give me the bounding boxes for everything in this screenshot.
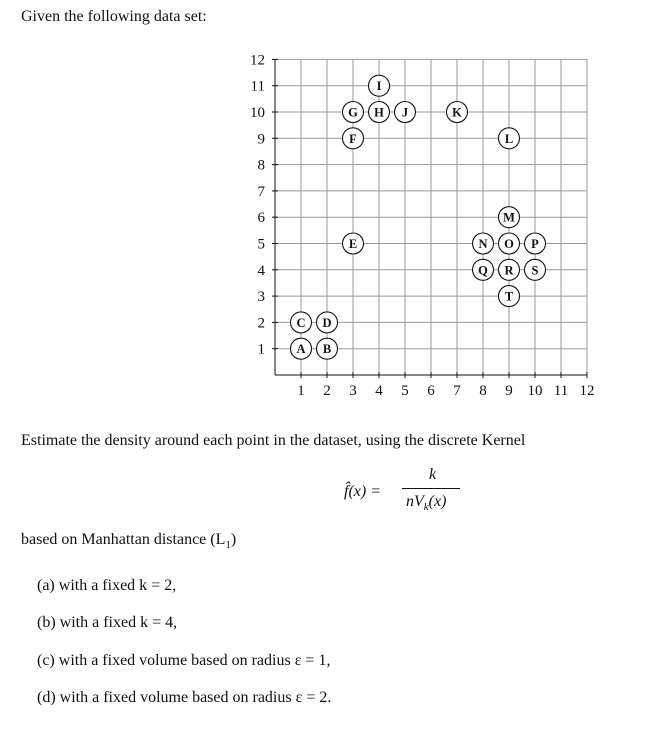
data-point-label: S — [531, 263, 539, 278]
y-tick-label: 6 — [257, 210, 265, 227]
data-point-label: B — [322, 342, 332, 357]
x-tick-label: 3 — [349, 383, 357, 399]
x-tick-label: 11 — [553, 383, 569, 399]
formula-denominator-tail: (x) — [428, 493, 447, 510]
data-point-i — [369, 75, 390, 96]
data-point-label: Q — [478, 263, 488, 278]
formula-lhs: f̂(x) = — [344, 483, 381, 500]
x-tick-label: 9 — [505, 383, 513, 399]
data-point-label: K — [452, 105, 462, 120]
y-tick-label: 5 — [257, 236, 265, 253]
intro-text: Given the following data set: — [21, 8, 207, 25]
based-on-text — [21, 531, 236, 551]
task-text: Estimate the density around each point in the dataset, using the discrete Kernel — [21, 432, 526, 449]
item-c: (c) with a fixed volume based on radius ε = 1, — [37, 652, 331, 669]
data-point-label: J — [401, 105, 409, 120]
formula-fraction-bar — [402, 488, 460, 489]
data-point-label: F — [349, 131, 357, 146]
item-b: (b) with a fixed k = 4, — [37, 614, 178, 631]
data-point-o — [499, 233, 520, 254]
data-point-label: T — [504, 289, 514, 304]
data-point-p — [525, 233, 546, 254]
data-point-h — [369, 102, 390, 123]
x-tick-label: 4 — [375, 383, 383, 399]
data-point-label: E — [348, 237, 358, 251]
data-point-e — [343, 233, 364, 254]
formula-denominator-main: nV — [406, 493, 424, 510]
item-d: (d) with a fixed volume based on radius ε = 2. — [37, 689, 332, 706]
data-point-label: N — [478, 237, 488, 251]
data-point-c — [291, 312, 312, 333]
formula-numerator: k — [429, 466, 437, 483]
x-tick-label: 12 — [579, 383, 595, 399]
x-tick-label: 1 — [297, 383, 305, 399]
data-point-l — [499, 128, 520, 149]
item-a: (a) with a fixed k = 2, — [37, 577, 177, 594]
data-point-label: L — [504, 131, 514, 146]
y-tick-label: 2 — [257, 315, 265, 332]
data-point-label: D — [322, 315, 332, 330]
data-point-label: G — [348, 105, 358, 120]
data-point-label: C — [296, 315, 306, 330]
data-point-a — [291, 338, 312, 359]
x-tick-label: 5 — [401, 383, 409, 399]
y-tick-label: 11 — [250, 78, 265, 95]
x-tick-label: 10 — [527, 383, 543, 399]
data-point-d — [317, 312, 338, 333]
data-point-b — [317, 338, 338, 359]
based-on-sub: 1 — [225, 539, 231, 552]
based-on-main: based on Manhattan distance (L — [21, 531, 226, 548]
y-tick-label: 9 — [257, 131, 265, 148]
data-point-label: A — [296, 342, 306, 357]
data-point-m — [499, 207, 520, 228]
data-point-label: O — [504, 237, 514, 251]
data-point-label: R — [504, 263, 514, 278]
formula-denominator — [406, 493, 446, 513]
data-point-r — [499, 259, 520, 280]
y-tick-label: 8 — [257, 157, 265, 174]
y-tick-label: 12 — [250, 52, 265, 69]
data-point-label: I — [376, 79, 382, 94]
data-point-label: M — [503, 210, 515, 225]
data-point-t — [499, 286, 520, 307]
data-point-k — [447, 102, 468, 123]
based-on-end: ) — [230, 531, 237, 548]
x-tick-label: 7 — [453, 383, 461, 399]
data-point-q — [473, 259, 494, 280]
y-tick-label: 4 — [257, 262, 265, 279]
data-point-label: P — [531, 237, 539, 251]
x-tick-label: 2 — [323, 383, 331, 399]
data-point-g — [343, 102, 364, 123]
formula-denominator-sub: k — [423, 501, 429, 514]
data-point-j — [395, 102, 416, 123]
data-point-s — [525, 259, 546, 280]
y-tick-label: 10 — [250, 105, 265, 121]
y-tick-label: 1 — [257, 341, 265, 358]
y-tick-label: 3 — [257, 289, 265, 306]
x-tick-label: 8 — [479, 383, 487, 399]
data-point-n — [473, 233, 494, 254]
data-point-label: H — [374, 105, 384, 120]
data-point-f — [343, 128, 364, 149]
y-tick-label: 7 — [257, 183, 265, 200]
kernel-formula — [340, 466, 500, 516]
x-tick-label: 6 — [427, 383, 435, 399]
